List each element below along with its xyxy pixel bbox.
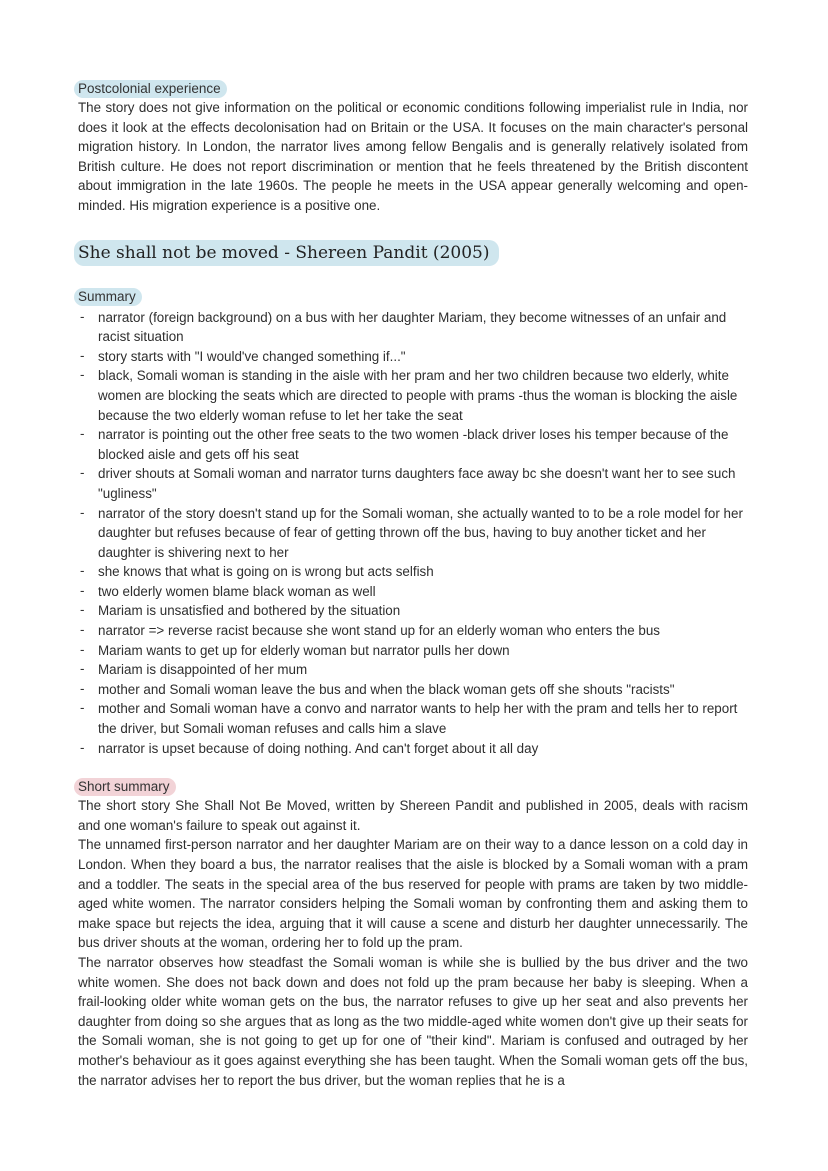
story-title-section xyxy=(78,240,748,266)
list-item: - mother and Somali woman have a convo and narrator wants to help her with the pram and tells her to report the driver, but Somali woman refuses and calls him a slave xyxy=(78,699,748,738)
list-item: - narrator is pointing out the other free seats to the two women -black driver loses his temper because of the blocked aisle and gets off his seat xyxy=(78,425,748,464)
list-item: - she knows that what is going on is wrong but acts selfish xyxy=(78,562,748,582)
list-item: - narrator (foreign background) on a bus with her daughter Mariam, they become witnesses of an unfair and racist situation xyxy=(78,308,748,347)
list-item: - black, Somali woman is standing in the aisle with her pram and her two children because two elderly, white women are blocking the seats which are directed to people with prams -thus the woman is blocking the aisle because the two elderly woman refuse to let her take the seat xyxy=(78,366,748,425)
list-item: - narrator => reverse racist because she wont stand up for an elderly woman who enters the bus xyxy=(78,621,748,641)
list-item: - mother and Somali woman leave the bus and when the black woman gets off she shouts "racists" xyxy=(78,680,748,700)
document-page xyxy=(78,80,748,1090)
list-item: - two elderly women blame black woman as well xyxy=(78,582,748,602)
postcolonial-heading: Postcolonial experience xyxy=(74,80,227,98)
story-title: She shall not be moved - Shereen Pandit (2005) xyxy=(74,240,499,266)
short-summary-section xyxy=(78,778,748,1090)
list-item: - narrator is upset because of doing nothing. And can't forget about it all day xyxy=(78,739,748,759)
short-summary-paragraph: The short story She Shall Not Be Moved, written by Shereen Pandit and published in 2005, deals with racism and one woman's failure to speak out against it. xyxy=(78,798,748,833)
list-item: - Mariam is unsatisfied and bothered by the situation xyxy=(78,601,748,621)
summary-heading: Summary xyxy=(74,288,142,306)
short-summary-paragraph: The narrator observes how steadfast the Somali woman is while she is bullied by the bus driver and the two white women. She does not back down and does not fold up the pram because her baby is sleeping. When a frail-looking older white woman gets on the bus, the narrator refuses to give up her seat and also prevents her daughter from doing so she argues that as long as the two middle-aged white women don't give up their seats for the Somali woman, she is not going to get up for one of "their kind". Mariam is confused and outraged by her mother's behaviour as it goes against everything she has been taught. When the Somali woman gets off the bus, the narrator advises her to report the bus driver, but the woman replies that he is a xyxy=(78,954,748,1088)
list-item: - Mariam wants to get up for elderly woman but narrator pulls her down xyxy=(78,641,748,661)
postcolonial-section xyxy=(78,80,748,216)
list-item: - narrator of the story doesn't stand up for the Somali woman, she actually wanted to to be a role model for her daughter but refuses because of fear of getting thrown off the bus, having to buy another ticket and her daughter is shivering next to her xyxy=(78,504,748,563)
list-item: - story starts with "I would've changed something if..." xyxy=(78,347,748,367)
short-summary-heading: Short summary xyxy=(74,778,176,796)
short-summary-paragraph: The unnamed first-person narrator and her daughter Mariam are on their way to a dance lesson on a cold day in London. When they board a bus, the narrator realises that the aisle is blocked by a Somali woman with a pram and a toddler. The seats in the special area of the bus reserved for people with prams are taken by two middle-aged white women. The narrator considers helping the Somali woman by confronting them and asking them to make space but rejects the idea, arguing that it will cause a scene and disturb her daughter unnecessarily. The bus driver shouts at the woman, ordering her to fold up the pram. xyxy=(78,837,748,951)
list-item: - Mariam is disappointed of her mum xyxy=(78,660,748,680)
summary-list xyxy=(78,308,748,759)
summary-section xyxy=(78,288,748,759)
list-item: - driver shouts at Somali woman and narrator turns daughters face away bc she doesn't want her to see such "ugliness" xyxy=(78,464,748,503)
postcolonial-paragraph: The story does not give information on the political or economic conditions following imperialist rule in India, nor does it look at the effects decolonisation had on Britain or the USA. It focuses on the main character's personal migration history. In London, the narrator lives among fellow Bengalis and is generally relatively isolated from British culture. He does not report discrimination or mention that he feels threatened by the British discontent about immigration in the late 1960s. The people he meets in the USA appear generally welcoming and open-minded. His migration experience is a positive one. xyxy=(78,100,748,213)
